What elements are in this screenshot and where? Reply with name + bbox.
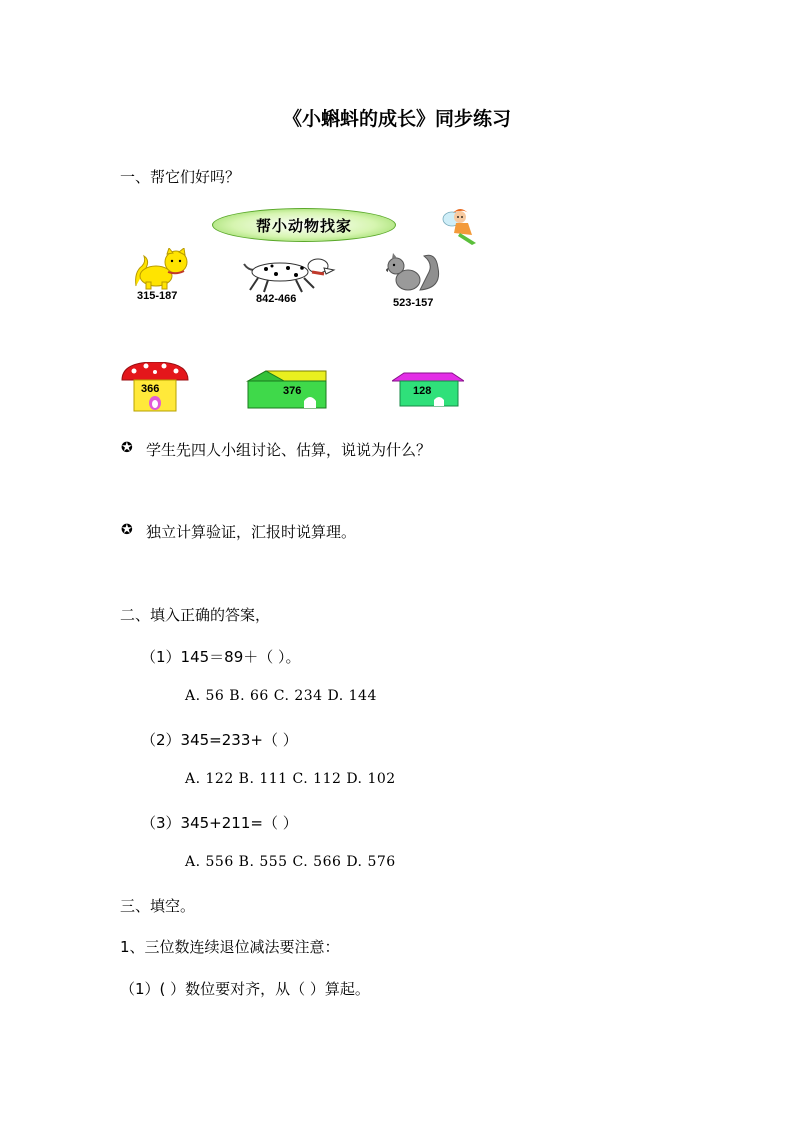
question-1-stem: （1）145＝89＋（ ）。: [141, 648, 301, 666]
dog-icon: [242, 254, 336, 294]
section1-heading: 一、帮它们好吗？: [120, 168, 241, 186]
dog-expression: 842-466: [256, 293, 297, 305]
section3-item-1: 1、三位数连续退位减法要注意：: [120, 938, 340, 956]
question-2-stem: （2）345=233+（ ）: [141, 731, 298, 749]
mushroom-house-number: 366: [141, 383, 160, 395]
section2-heading: 二、填入正确的答案，: [120, 606, 271, 624]
question-1-options: A. 56 B. 66 C. 234 D. 144: [185, 688, 377, 704]
green-house-number: 376: [283, 385, 302, 397]
question-3-stem: （3）345+211=（ ）: [141, 814, 298, 832]
fairy-icon: [438, 205, 482, 249]
question-2-options: A. 122 B. 111 C. 112 D. 102: [185, 771, 396, 787]
bullet-text-1: 学生先四人小组讨论、估算，说说为什么？: [146, 441, 432, 459]
star-bullet-icon: ✪: [121, 522, 133, 538]
bullet-text-2: 独立计算验证，汇报时说算理。: [146, 523, 357, 541]
section3-item-1-sub: （1）( ）数位要对齐，从（ ）算起。: [120, 980, 370, 998]
cat-expression: 315-187: [137, 290, 178, 302]
section3-heading: 三、填空。: [120, 897, 196, 915]
star-bullet-icon: ✪: [121, 440, 133, 456]
pink-roof-house-number: 128: [413, 385, 432, 397]
banner-text: 帮小动物找家: [255, 216, 352, 235]
question-3-options: A. 556 B. 555 C. 566 D. 576: [185, 854, 396, 870]
cat-icon: [132, 248, 196, 290]
banner: [212, 208, 396, 242]
page-title: 《小蝌蚪的成长》同步练习: [282, 108, 511, 130]
squirrel-expression: 523-157: [393, 297, 434, 309]
squirrel-icon: [380, 250, 444, 296]
